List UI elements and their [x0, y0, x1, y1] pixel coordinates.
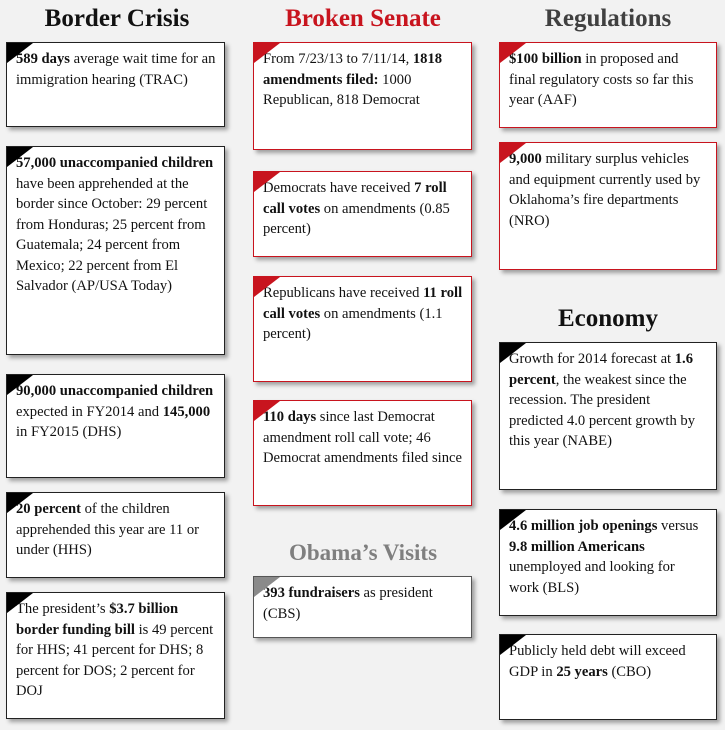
fact-card-regulatory-costs [499, 42, 717, 128]
highlight-text: 90,000 unaccompanied children [16, 383, 214, 399]
body-text: on amendments (0.85 percent) [263, 200, 450, 237]
body-text: From 7/23/13 to 7/11/14, [263, 51, 413, 67]
body-text: as president (CBS) [263, 585, 433, 622]
body-text: , the weakest since the recession. The president predicted 4.0 percent growth by this year (NABE) [509, 371, 696, 449]
fact-card-job-openings [499, 509, 717, 616]
highlight-text: 589 days [16, 51, 70, 67]
fact-card-fy-projection [6, 374, 225, 478]
heading-border-crisis: Border Crisis [44, 5, 190, 32]
body-text: on amendments (1.1 percent) [263, 305, 443, 342]
fact-card-republican-votes [253, 276, 472, 382]
highlight-text: 11 roll call votes [263, 285, 463, 322]
fact-card-amendments-filed [253, 42, 472, 150]
fact-card-funding-bill [6, 592, 225, 719]
fact-card-public-debt [499, 634, 717, 720]
fact-card-wait-time [6, 42, 225, 127]
heading-economy: Economy [558, 305, 658, 332]
highlight-text: 20 percent [16, 501, 81, 517]
highlight-text: 25 years [556, 663, 608, 680]
heading-regulations: Regulations [544, 5, 672, 32]
fact-card-days-since-vote [253, 400, 472, 506]
highlight-text: 110 days [263, 409, 317, 425]
fact-card-military-surplus [499, 142, 717, 270]
body-text: expected in FY2014 and [16, 403, 163, 420]
highlight-text: 145,000 [162, 403, 211, 420]
body-text: of the children apprehended this year are 11 or under (HHS) [16, 501, 200, 558]
highlight-text: 57,000 unaccompanied children [16, 155, 214, 171]
body-text: in FY2015 (DHS) [16, 424, 122, 440]
body-text: Growth for 2014 forecast at [509, 351, 675, 367]
highlight-text: 1.6 percent [509, 351, 693, 388]
body-text: (CBO) [607, 663, 652, 680]
body-text: military surplus vehicles and equipment currently used by Oklahoma’s fire departments (NRO) [509, 151, 701, 229]
body-text: The president’s [16, 601, 110, 617]
highlight-text: $3.7 billion border funding bill [16, 601, 179, 638]
body-text: in proposed and final regulatory costs so far this year (AAF) [509, 51, 694, 108]
fact-card-unaccompanied-children [6, 146, 225, 355]
heading-obamas-visits: Obama’s Visits [288, 540, 438, 565]
highlight-text: 1818 amendments filed: [263, 51, 443, 88]
body-text: versus [657, 518, 699, 534]
body-text: have been apprehended at the border since October: 29 percent from Honduras; 25 percent from Guatemala; 24 percent from Mexico; 22 percent from El Salvador (AP/USA Today) [16, 175, 208, 294]
body-text: since last Democrat amendment roll call vote; 46 Democrat amendments filed since [263, 409, 462, 466]
fact-card-fundraisers [253, 576, 472, 638]
body-text: average wait time for an immigration hearing (TRAC) [16, 51, 216, 88]
fact-card-democrat-votes [253, 171, 472, 257]
body-text: Republicans have received [263, 285, 424, 301]
highlight-text: $100 billion [509, 51, 582, 67]
heading-broken-senate: Broken Senate [285, 5, 441, 32]
body-text: 1000 Republican, 818 Democrat [263, 71, 420, 108]
body-text: is 49 percent for HHS; 41 percent for DHS; 8 percent for DOS; 2 percent for DOJ [16, 621, 214, 699]
highlight-text: 9,000 [509, 151, 542, 167]
body-text: Democrats have received [263, 180, 415, 196]
highlight-text: 9.8 million Americans [509, 538, 645, 555]
fact-card-children-age [6, 492, 225, 578]
body-text: Publicly held debt will exceed GDP in [509, 643, 686, 680]
highlight-text: 7 roll call votes [263, 180, 447, 217]
fact-card-growth-forecast [499, 342, 717, 490]
body-text: unemployed and looking for work (BLS) [509, 559, 675, 596]
highlight-text: 393 fundraisers [263, 585, 360, 601]
highlight-text: 4.6 million job openings [509, 518, 658, 534]
